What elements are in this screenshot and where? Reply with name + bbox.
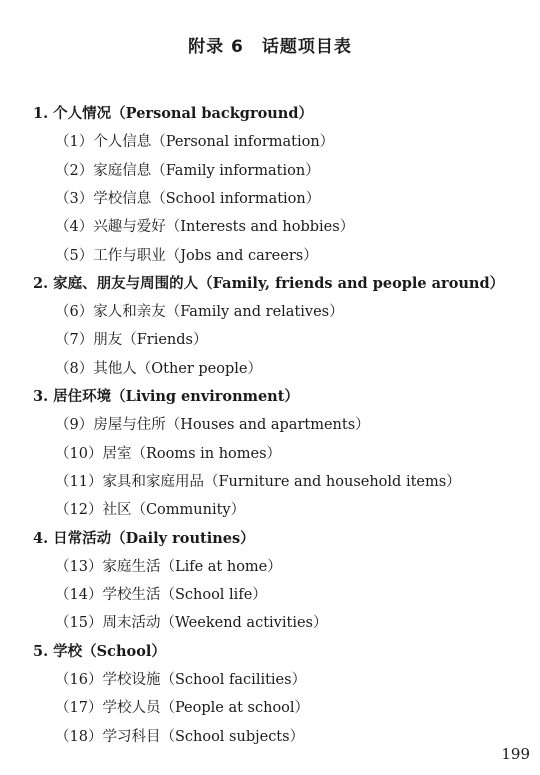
topic-item: （14）学校生活（School life） (55, 587, 267, 604)
topic-item: （13）家庭生活（Life at home） (55, 558, 282, 575)
topic-item: （8）其他人（Other people） (55, 360, 262, 377)
topic-item: （17）学校人员（People at school） (55, 700, 310, 717)
topic-item: （7）朋友（Friends） (55, 332, 208, 349)
topic-item: （16）学校设施（School facilities） (55, 672, 307, 688)
topic-item: （6）家人和亲友（Family and relatives） (55, 304, 344, 321)
topic-item: （12）社区（Community） (55, 502, 246, 519)
topic-item: （4）兴趣与爱好（Interests and hobbies） (55, 219, 355, 236)
section-heading-personal-background: 1. 个人情况（Personal background） (33, 105, 313, 122)
topic-item: （9）房屋与住所（Houses and apartments） (55, 417, 370, 434)
page-title: 附录 6 话题项目表 (188, 37, 352, 57)
page-number: 199 (501, 745, 530, 763)
topic-item: （15）周末活动（Weekend activities） (55, 615, 328, 632)
section-heading-family-friends: 2. 家庭、朋友与周围的人（Family, friends and people around） (33, 274, 505, 292)
section-heading-living-environment: 3. 居住环境（Living environment） (33, 388, 299, 405)
section-heading-daily-routines: 4. 日常活动（Daily routines） (33, 529, 255, 547)
section-heading-school: 5. 学校（School） (33, 642, 166, 660)
topic-item: （2）家庭信息（Family information） (55, 162, 320, 179)
topic-item: （3）学校信息（School information） (55, 190, 321, 207)
topic-item: （10）居室（Rooms in homes） (55, 445, 282, 462)
topic-item: （5）工作与职业（Jobs and careers） (55, 247, 318, 264)
topic-item: （11）家具和家庭用品（Furniture and household items） (55, 473, 461, 490)
topic-item: （18）学习科目（School subjects） (55, 728, 305, 745)
topic-item: （1）个人信息（Personal information） (55, 134, 335, 151)
